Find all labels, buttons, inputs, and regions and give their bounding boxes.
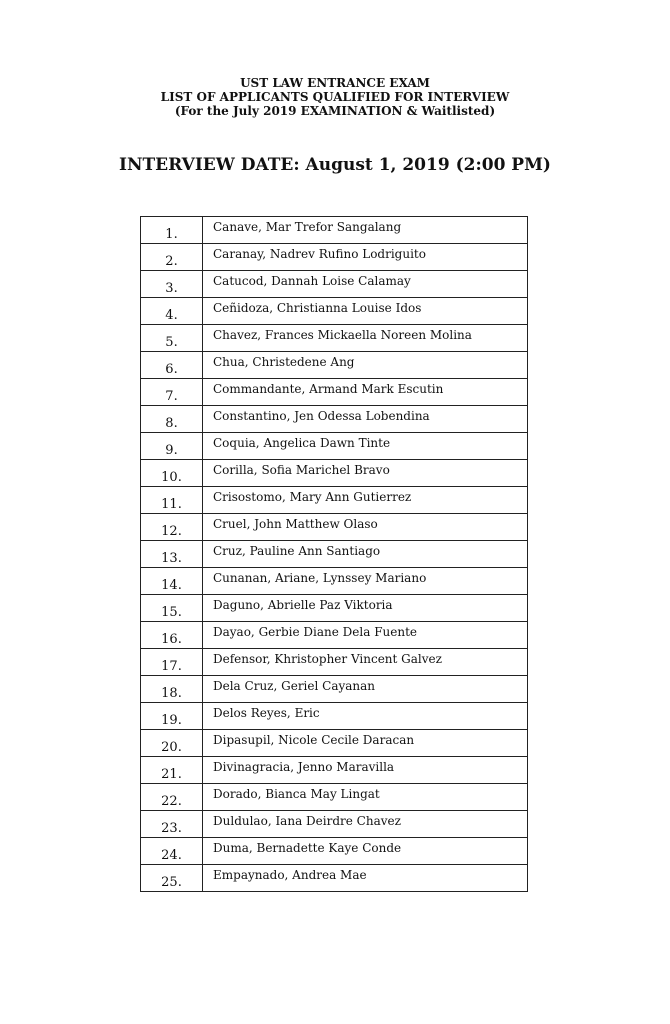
applicant-number: 20. [141, 730, 203, 757]
applicant-name: Chua, Christedene Ang [203, 352, 528, 379]
table-row [141, 838, 528, 865]
table-row [141, 541, 528, 568]
applicant-name: Constantino, Jen Odessa Lobendina [203, 406, 528, 433]
table-row [141, 433, 528, 460]
applicant-number: 19. [141, 703, 203, 730]
applicant-name: Duldulao, Iana Deirdre Chavez [203, 811, 528, 838]
applicant-number: 4. [141, 298, 203, 325]
applicant-number: 21. [141, 757, 203, 784]
table-row [141, 649, 528, 676]
applicant-name: Canave, Mar Trefor Sangalang [203, 217, 528, 244]
table-row [141, 568, 528, 595]
table-row [141, 811, 528, 838]
list-title: LIST OF APPLICANTS QUALIFIED FOR INTERVIEW [160, 90, 510, 104]
applicant-number: 1. [141, 217, 203, 244]
applicant-name: Dorado, Bianca May Lingat [203, 784, 528, 811]
applicant-number: 6. [141, 352, 203, 379]
applicant-number: 24. [141, 838, 203, 865]
table-row [141, 703, 528, 730]
applicant-number: 16. [141, 622, 203, 649]
applicant-name: Crisostomo, Mary Ann Gutierrez [203, 487, 528, 514]
applicant-number: 12. [141, 514, 203, 541]
applicant-name: Daguno, Abrielle Paz Viktoria [203, 595, 528, 622]
applicant-name: Empaynado, Andrea Mae [203, 865, 528, 892]
table-row [141, 676, 528, 703]
document-header [0, 76, 670, 118]
table-row [141, 217, 528, 244]
applicant-number: 11. [141, 487, 203, 514]
applicant-number: 5. [141, 325, 203, 352]
table-row [141, 784, 528, 811]
applicant-name: Cruz, Pauline Ann Santiago [203, 541, 528, 568]
table-row [141, 730, 528, 757]
table-row [141, 622, 528, 649]
table-row [141, 595, 528, 622]
table-row [141, 379, 528, 406]
applicant-name: Duma, Bernadette Kaye Conde [203, 838, 528, 865]
applicant-number: 13. [141, 541, 203, 568]
table-row [141, 757, 528, 784]
applicant-name: Dela Cruz, Geriel Cayanan [203, 676, 528, 703]
list-subtitle: (For the July 2019 EXAMINATION & Waitlisted) [174, 104, 496, 118]
applicant-name: Dipasupil, Nicole Cecile Daracan [203, 730, 528, 757]
applicant-number: 10. [141, 460, 203, 487]
applicant-table [140, 216, 528, 892]
table-row [141, 514, 528, 541]
applicant-name: Coquia, Angelica Dawn Tinte [203, 433, 528, 460]
applicant-number: 25. [141, 865, 203, 892]
applicant-number: 14. [141, 568, 203, 595]
exam-title: UST LAW ENTRANCE EXAM [240, 76, 430, 90]
applicant-name: Chavez, Frances Mickaella Noreen Molina [203, 325, 528, 352]
applicant-name: Delos Reyes, Eric [203, 703, 528, 730]
applicant-number: 2. [141, 244, 203, 271]
applicant-number: 7. [141, 379, 203, 406]
applicant-number: 17. [141, 649, 203, 676]
table-row [141, 271, 528, 298]
applicant-number: 15. [141, 595, 203, 622]
applicant-name: Cunanan, Ariane, Lynssey Mariano [203, 568, 528, 595]
applicant-number: 8. [141, 406, 203, 433]
applicant-name: Caranay, Nadrev Rufino Lodriguito [203, 244, 528, 271]
applicant-number: 23. [141, 811, 203, 838]
applicant-name: Ceñidoza, Christianna Louise Idos [203, 298, 528, 325]
applicant-name: Catucod, Dannah Loise Calamay [203, 271, 528, 298]
table-row [141, 460, 528, 487]
applicant-name: Defensor, Khristopher Vincent Galvez [203, 649, 528, 676]
table-row [141, 865, 528, 892]
applicant-name: Cruel, John Matthew Olaso [203, 514, 528, 541]
table-row [141, 325, 528, 352]
table-row [141, 352, 528, 379]
applicant-name: Commandante, Armand Mark Escutin [203, 379, 528, 406]
interview-date-heading: INTERVIEW DATE: August 1, 2019 (2:00 PM) [119, 155, 551, 175]
table-row [141, 487, 528, 514]
table-row [141, 244, 528, 271]
table-row [141, 406, 528, 433]
applicant-number: 9. [141, 433, 203, 460]
applicant-name: Divinagracia, Jenno Maravilla [203, 757, 528, 784]
applicant-table-body [141, 217, 528, 892]
applicant-number: 3. [141, 271, 203, 298]
applicant-name: Corilla, Sofia Marichel Bravo [203, 460, 528, 487]
applicant-number: 18. [141, 676, 203, 703]
applicant-number: 22. [141, 784, 203, 811]
table-row [141, 298, 528, 325]
applicant-name: Dayao, Gerbie Diane Dela Fuente [203, 622, 528, 649]
